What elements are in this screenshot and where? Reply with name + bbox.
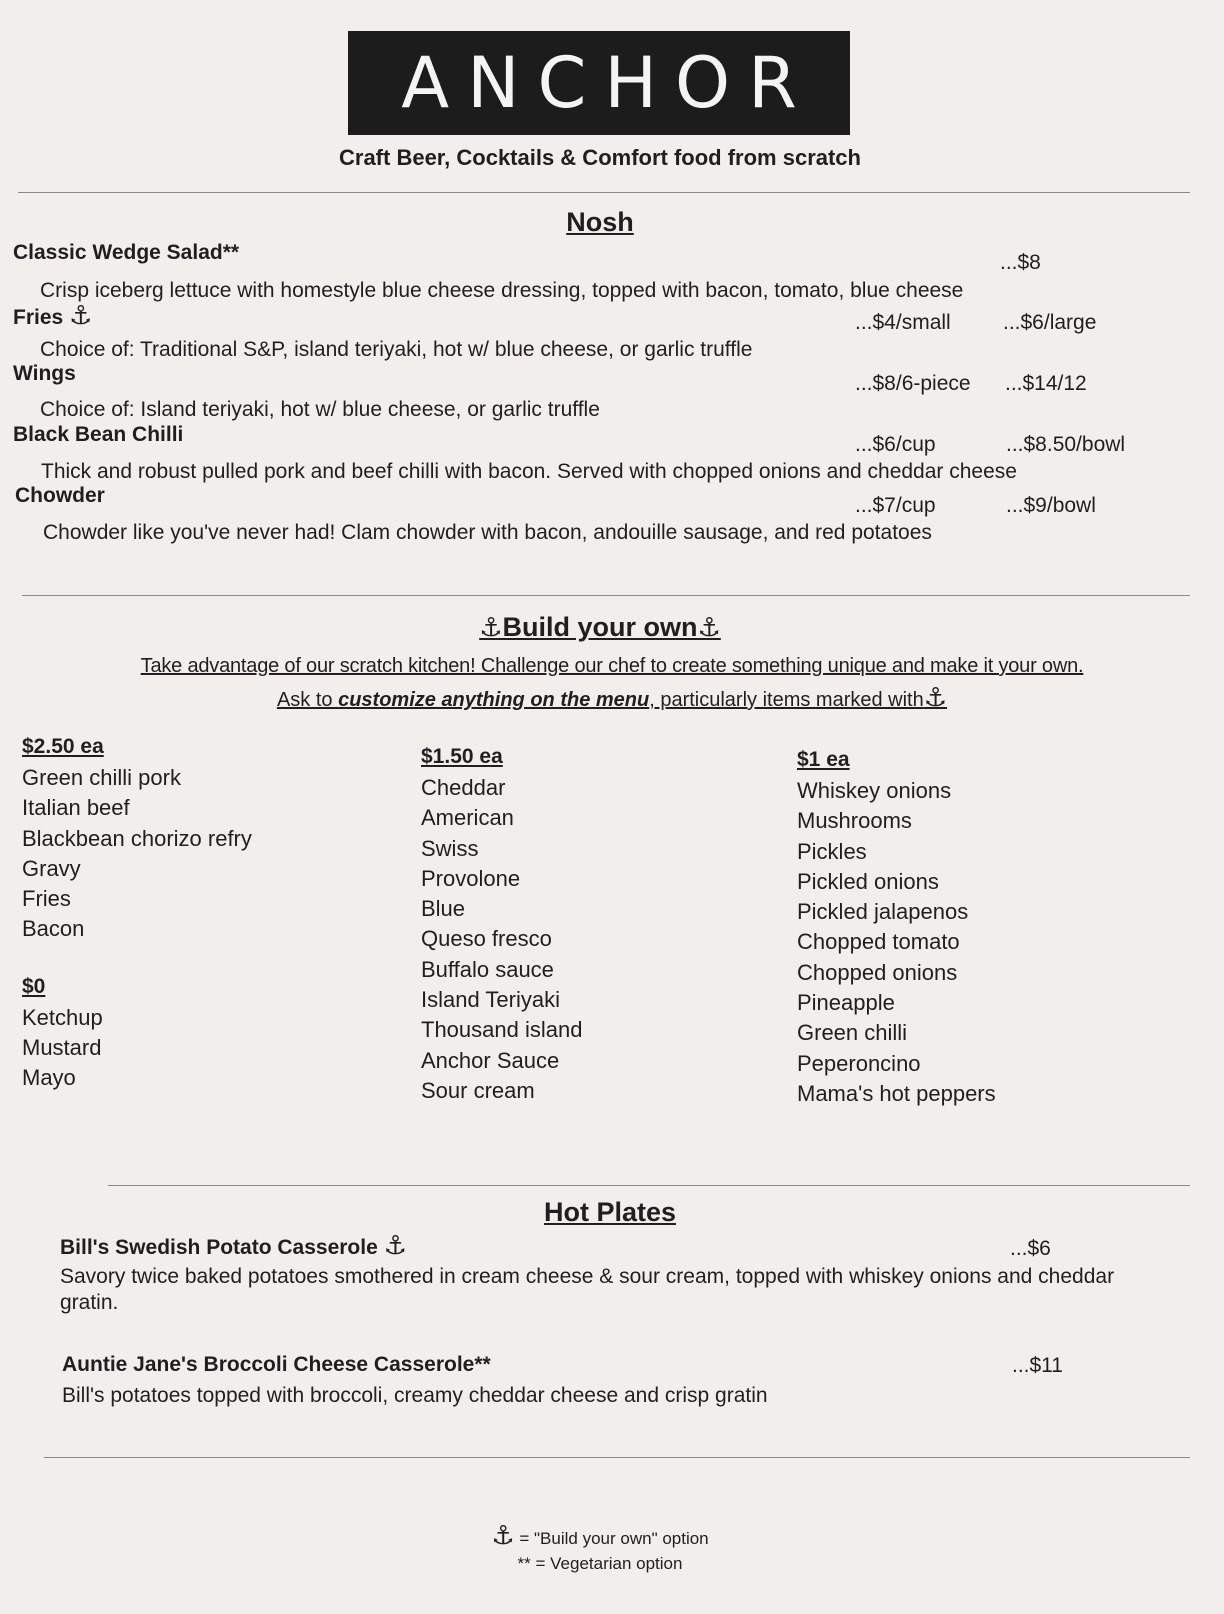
menu-item-price: ...$6/cup — [855, 433, 936, 456]
topping-item: Whiskey onions — [797, 778, 952, 803]
anchor-icon: ⚓ — [69, 300, 93, 330]
column-price-header: $1 ea — [797, 748, 850, 771]
menu-item-price: ...$14/12 — [1005, 372, 1087, 395]
menu-item-price: ...$6 — [1010, 1237, 1051, 1260]
legend-vegetarian-line: ** = Vegetarian option — [517, 1554, 683, 1573]
menu-item-description: gratin. — [60, 1291, 119, 1314]
build-intro-line-2: Ask to customize anything on the menu, particularly items marked with⚓ — [276, 682, 948, 712]
menu-item-name: Auntie Jane's Broccoli Cheese Casserole** — [62, 1353, 491, 1376]
topping-column — [421, 745, 582, 1106]
menu-item-price: ...$7/cup — [855, 494, 936, 517]
topping-item: Mustard — [22, 1035, 102, 1061]
menu-item-name: Classic Wedge Salad** — [13, 241, 240, 264]
topping-item: Chopped tomato — [797, 929, 960, 955]
tagline: Craft Beer, Cocktails & Comfort food from scratch — [339, 145, 861, 170]
topping-item: Swiss — [421, 835, 479, 861]
menu-item-description: Bill's potatoes topped with broccoli, creamy cheddar cheese and crisp gratin — [62, 1384, 768, 1407]
build-intro-line-1: Take advantage of our scratch kitchen! Challenge our chef to create something unique and make it your own. — [140, 655, 1084, 677]
topping-column — [22, 735, 252, 1094]
topping-item: Green chilli pork — [22, 765, 181, 790]
topping-item: Provolone — [421, 865, 521, 891]
divider — [108, 1185, 1190, 1186]
topping-column — [797, 748, 996, 1109]
logo: ANCHOR — [348, 31, 850, 135]
topping-item: Pickled jalapenos — [797, 899, 969, 925]
anchor-icon: ⚓ — [491, 1520, 515, 1550]
anchor-icon: ⚓ — [697, 612, 721, 642]
menu-item-description: Choice of: Traditional S&P, island teriyaki, hot w/ blue cheese, or garlic truffle — [40, 338, 753, 361]
menu-item-price: ...$8 — [1000, 251, 1041, 274]
topping-item: Green chilli — [797, 1020, 908, 1046]
topping-item: Island Teriyaki — [421, 987, 560, 1013]
topping-item: Gravy — [22, 855, 81, 881]
topping-item: Pickles — [797, 838, 867, 864]
topping-item: Anchor Sauce — [421, 1047, 560, 1073]
anchor-icon: ⚓ — [383, 1230, 407, 1260]
menu-item-description: Chowder like you've never had! Clam chowder with bacon, andouille sausage, and red potatoes — [43, 521, 932, 544]
column-price-header: $2.50 ea — [22, 735, 104, 758]
menu-item-price: ...$9/bowl — [1006, 494, 1096, 517]
anchor-icon: ⚓ — [479, 612, 503, 642]
divider — [44, 1457, 1190, 1458]
topping-item: Peperoncino — [797, 1050, 921, 1076]
topping-item: Mushrooms — [797, 808, 912, 834]
section-title-hot-plates: Hot Plates — [543, 1197, 677, 1227]
topping-item: Italian beef — [22, 795, 130, 821]
topping-item: American — [421, 805, 514, 831]
anchor-icon: ⚓ — [923, 682, 948, 712]
menu-item-price: ...$11 — [1012, 1354, 1063, 1377]
menu-item-name: Wings — [13, 362, 76, 385]
menu-item-name: Bill's Swedish Potato Casserole ⚓ — [60, 1230, 407, 1260]
menu-item-description: Choice of: Island teriyaki, hot w/ blue cheese, or garlic truffle — [40, 398, 600, 421]
topping-item: Blue — [421, 896, 466, 922]
menu-item-price: ...$8/6-piece — [855, 372, 971, 395]
column-price-header: $1.50 ea — [421, 745, 503, 768]
menu-item-price: ...$8.50/bowl — [1006, 433, 1126, 456]
column-price-header: $0 — [22, 974, 46, 998]
divider — [22, 595, 1190, 596]
divider — [18, 192, 1190, 193]
menu-item-name: Chowder — [15, 484, 105, 507]
section-title-nosh: Nosh — [566, 207, 634, 237]
menu-item-name: Black Bean Chilli — [13, 423, 184, 446]
topping-item: Thousand island — [421, 1017, 583, 1043]
topping-item: Pineapple — [797, 990, 895, 1016]
topping-item: Cheddar — [421, 775, 506, 800]
legend — [0, 1522, 1200, 1576]
topping-item: Ketchup — [22, 1004, 103, 1030]
menu-item-name: Fries ⚓ — [13, 300, 93, 330]
topping-item: Queso fresco — [421, 926, 552, 952]
menu-item-description: Savory twice baked potatoes smothered in cream cheese & sour cream, topped with whiskey onions and cheddar — [60, 1265, 1115, 1288]
topping-item: Sour cream — [421, 1077, 535, 1103]
topping-item: Chopped onions — [797, 959, 958, 985]
legend-anchor-line: ⚓ = "Build your own" option — [491, 1520, 709, 1550]
topping-item: Buffalo sauce — [421, 956, 554, 982]
menu-item-description: Crisp iceberg lettuce with homestyle blue cheese dressing, topped with bacon, tomato, blue cheese — [40, 279, 964, 302]
section-title-build-your-own: ⚓Build your own⚓ — [479, 612, 721, 642]
menu-item-price: ...$4/small — [855, 311, 951, 334]
topping-item: Fries — [22, 886, 71, 912]
topping-item: Blackbean chorizo refry — [22, 825, 252, 851]
topping-item: Mayo — [22, 1065, 76, 1091]
topping-item: Pickled onions — [797, 868, 939, 894]
menu-item-price: ...$6/large — [1003, 311, 1097, 334]
topping-item: Bacon — [22, 916, 85, 942]
topping-item: Mama's hot peppers — [797, 1080, 996, 1106]
menu-item-description: Thick and robust pulled pork and beef chilli with bacon. Served with chopped onions and cheddar cheese — [41, 460, 1017, 483]
